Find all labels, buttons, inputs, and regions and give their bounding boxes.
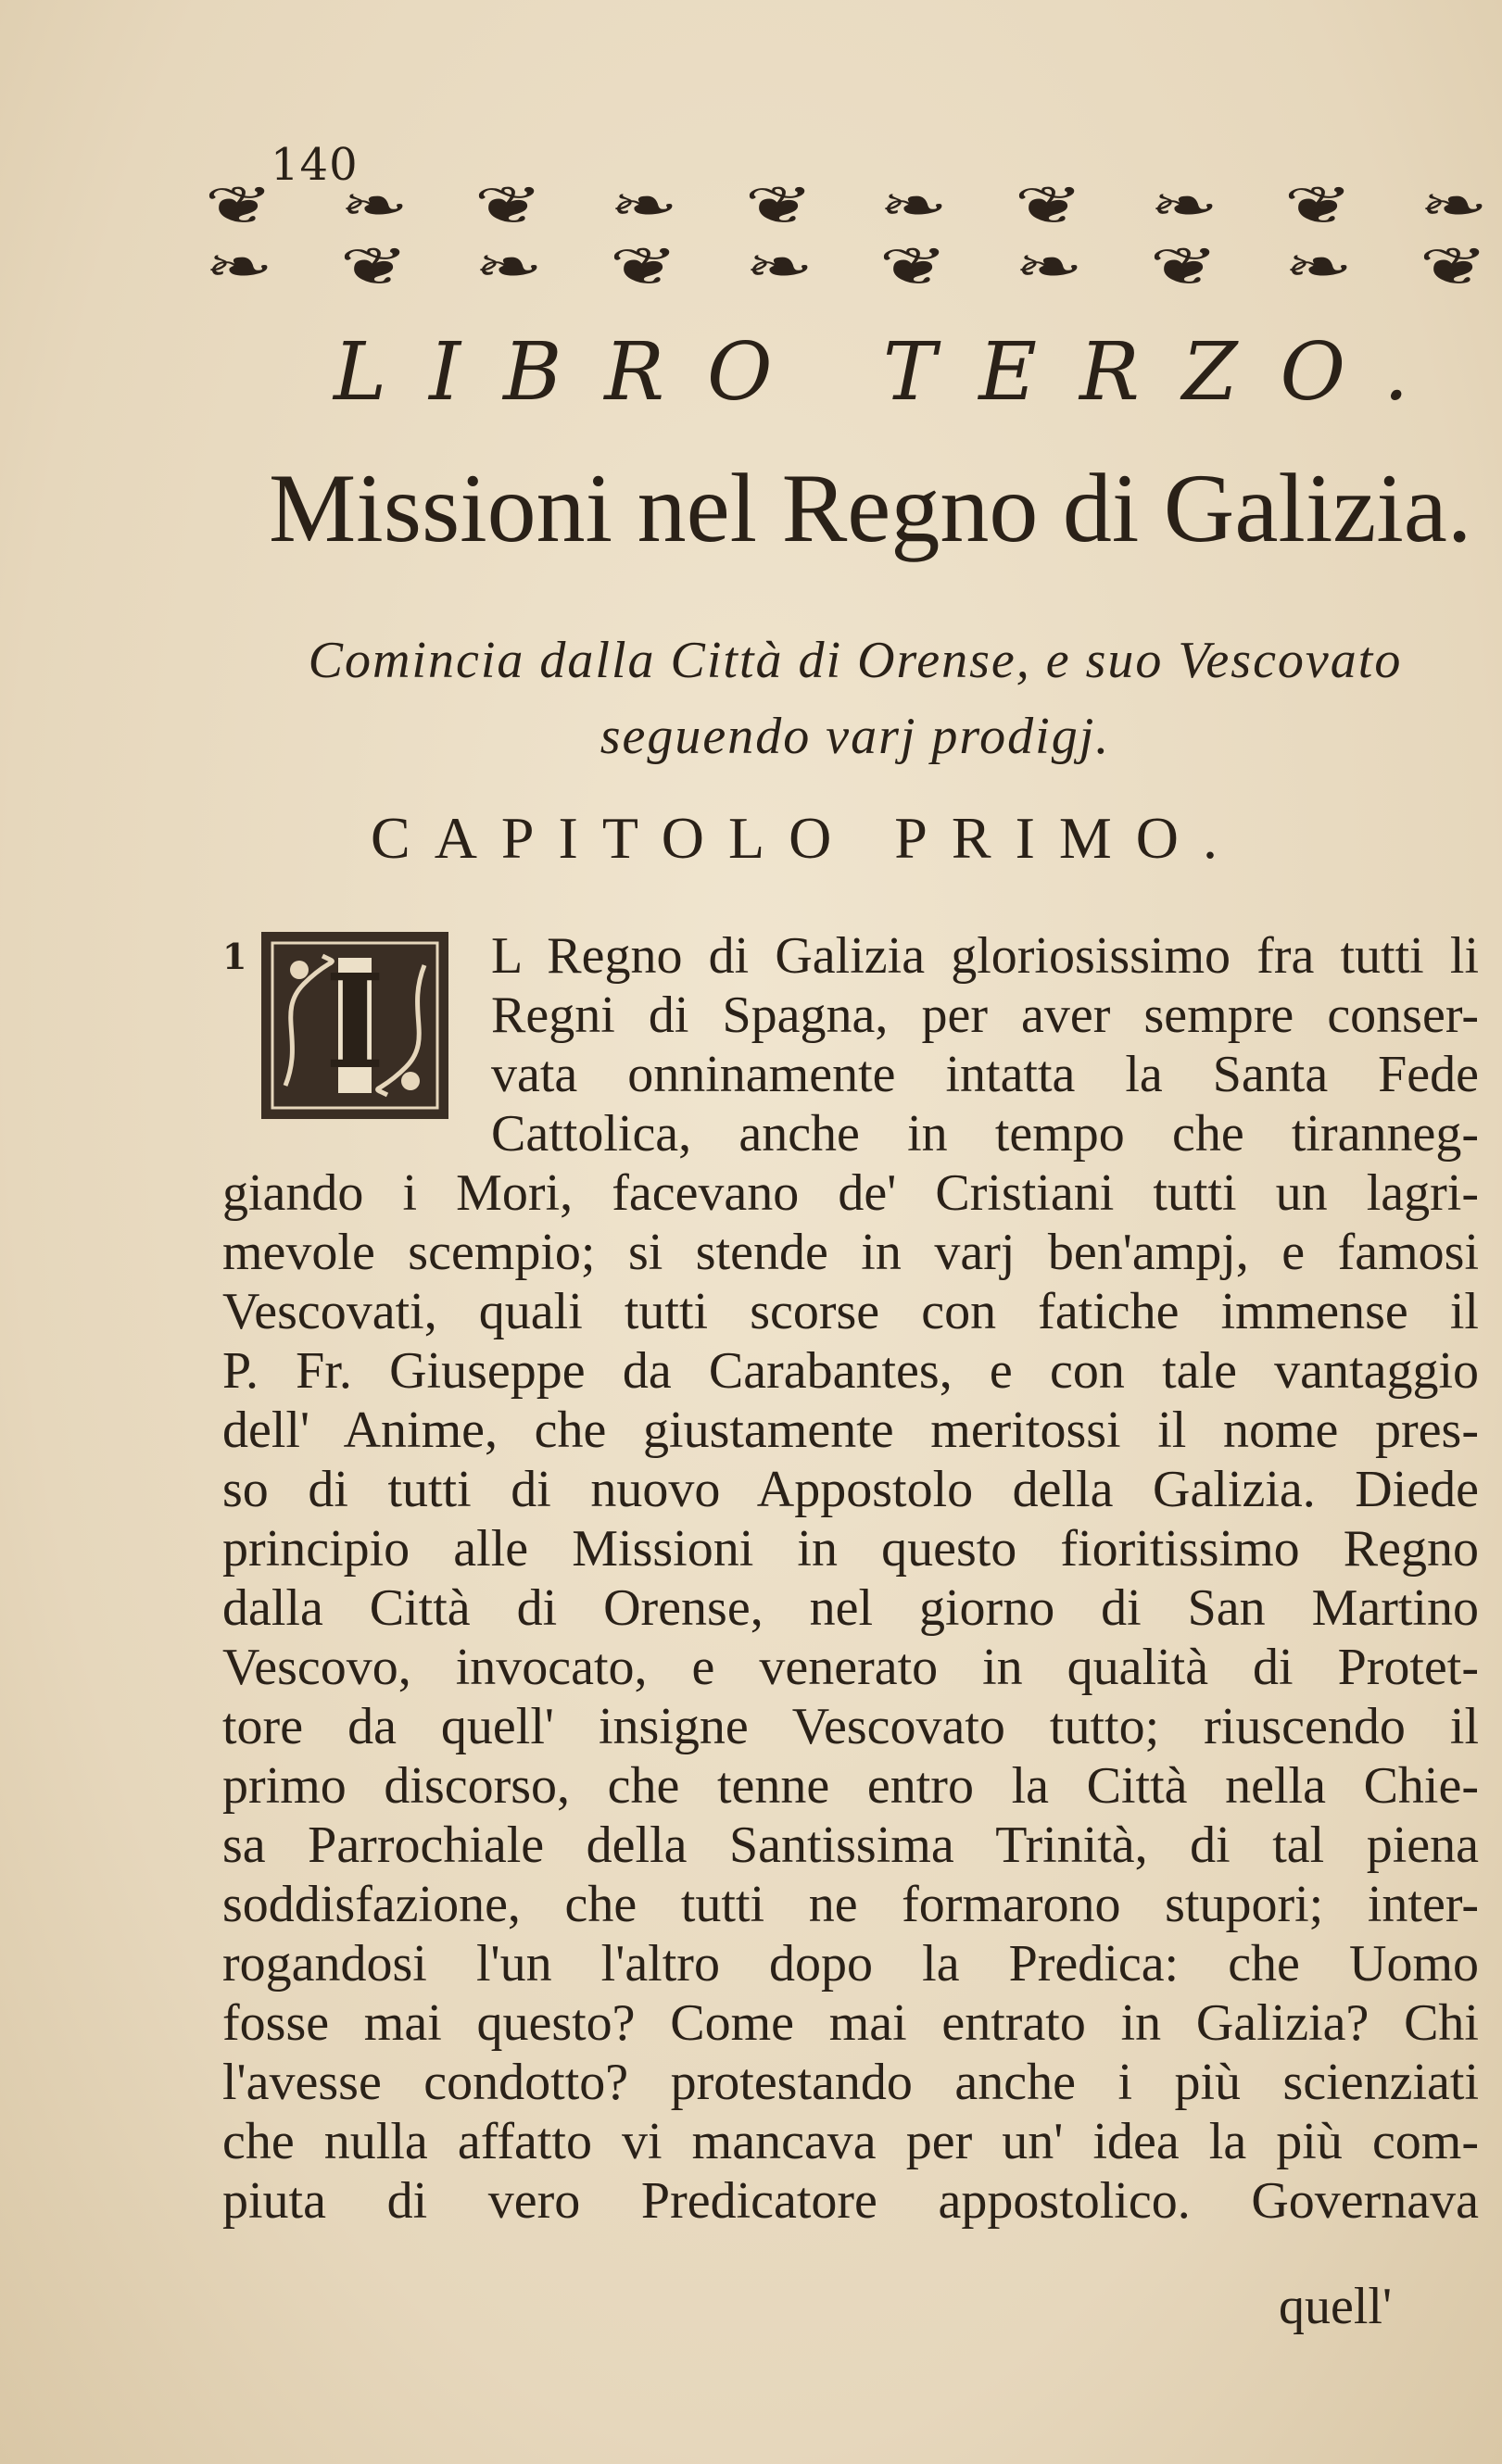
ornament-band-top	[204, 175, 1492, 236]
ornament-glyph: ❦	[609, 236, 682, 297]
body-line: Vescovati, quali tutti scorse con fatiche immense il	[222, 1283, 1479, 1340]
ornament-glyph: ❦	[204, 175, 277, 236]
ornament-glyph: ❦	[338, 236, 412, 297]
body-line: principio alle Missioni in questo fioritissimo Regno	[222, 1520, 1479, 1578]
body-line: dell' Anime, che giustamente meritossi il nome pres-	[222, 1402, 1479, 1459]
catchword: quell'	[1279, 2278, 1393, 2335]
body-line: che nulla affatto vi mancava per un' idea la più com-	[222, 2113, 1479, 2170]
drop-cap-ornament	[258, 928, 452, 1123]
drop-cap-icon	[258, 928, 452, 1123]
body-line: tore da quell' insigne Vescovato tutto; riuscendo il	[222, 1698, 1479, 1755]
body-line: Regni di Spagna, per aver sempre conser-	[491, 987, 1479, 1044]
subtitle	[221, 622, 1490, 774]
ornament-glyph: ❧	[744, 236, 817, 297]
body-line: soddisfazione, che tutti ne formarono stupori; inter-	[222, 1876, 1479, 1933]
ornament-glyph: ❧	[338, 175, 412, 236]
body-line: rogandosi l'un l'altro dopo la Predica: che Uomo	[222, 1935, 1479, 1993]
body-line: Vescovo, invocato, e venerato in qualità di Protet-	[222, 1639, 1479, 1696]
chapter-title: CAPITOLO PRIMO.	[371, 805, 1242, 871]
ornament-glyph: ❦	[1419, 236, 1492, 297]
main-title: Missioni nel Regno di Galizia.	[269, 454, 1472, 562]
ornament-band-bottom	[204, 236, 1492, 297]
body-line: sa Parrochiale della Santissima Trinità, di tal piena	[222, 1817, 1479, 1874]
ornament-glyph: ❧	[1283, 236, 1357, 297]
ornament-glyph: ❦	[1149, 236, 1222, 297]
body-line: so di tutti di nuovo Appostolo della Galizia. Diede	[222, 1461, 1479, 1518]
ornament-glyph: ❧	[1014, 236, 1087, 297]
page-number: 140	[271, 139, 359, 191]
body-line: fosse mai questo? Come mai entrato in Galizia? Chi	[222, 1994, 1479, 2052]
ornament-glyph: ❦	[878, 236, 952, 297]
subtitle-line: seguendo varj prodigj.	[600, 708, 1111, 765]
ornament-glyph: ❦	[1014, 175, 1087, 236]
body-line: vata onninamente intatta la Santa Fede	[491, 1046, 1479, 1103]
ornament-glyph: ❦	[744, 175, 817, 236]
book-title: LIBRO TERZO.	[334, 326, 1452, 419]
ornament-glyph: ❦	[1283, 175, 1357, 236]
paragraph-number: 1	[222, 936, 247, 977]
ornament-glyph: ❧	[609, 175, 682, 236]
body-line: P. Fr. Giuseppe da Carabantes, e con tale vantaggio	[222, 1342, 1479, 1400]
body-line: mevole scempio; si stende in varj ben'ampj, e famosi	[222, 1224, 1479, 1281]
body-line: giando i Mori, facevano de' Cristiani tutti un lagri-	[222, 1164, 1479, 1222]
ornament-glyph: ❧	[473, 236, 547, 297]
ornament-glyph: ❦	[473, 175, 547, 236]
body-line: piuta di vero Predicatore appostolico. Governava	[222, 2172, 1479, 2230]
body-line: l'avesse condotto? protestando anche i più scienziati	[222, 2054, 1479, 2111]
ornament-glyph: ❧	[1419, 175, 1492, 236]
ornament-glyph: ❧	[1149, 175, 1222, 236]
body-line: primo discorso, che tenne entro la Città nella Chie-	[222, 1757, 1479, 1815]
body-line: Cattolica, anche in tempo che tiranneg-	[491, 1105, 1479, 1163]
ornament-glyph: ❧	[204, 236, 277, 297]
subtitle-line: Comincia dalla Città di Orense, e suo Vescovato	[308, 632, 1403, 689]
ornament-glyph: ❧	[878, 175, 952, 236]
drop-cap-letter: I	[324, 947, 385, 1099]
body-line: L Regno di Galizia gloriosissimo fra tutti li	[491, 927, 1479, 985]
body-line: dalla Città di Orense, nel giorno di San Martino	[222, 1579, 1479, 1637]
